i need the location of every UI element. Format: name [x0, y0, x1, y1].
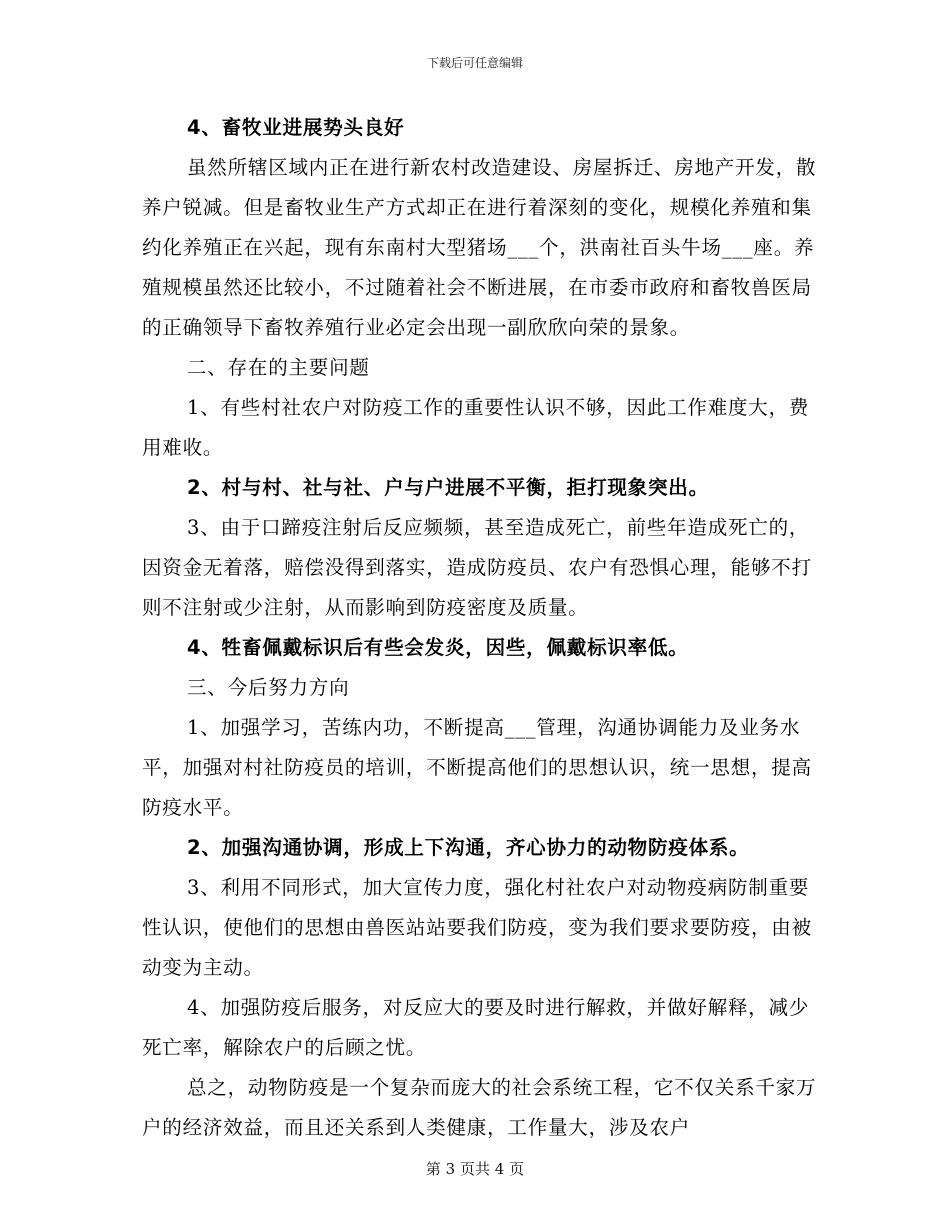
- paragraph-livestock-details: 虽然所辖区域内正在进行新农村改造建设、房屋拆迁、房地产开发，散养户锐减。但是畜牧业生产方式却正在进行着深刻的变化，规模化养殖和集约化养殖正在兴起，现有东南村大型猪场___个，洪南社百头牛场___座。养殖规模虽然还比较小，不过随着社会不断进展，在市委市政府和畜牧兽医局的正确领导下畜牧养殖行业必定会出现一副欣欣向荣的景象。: [142, 156, 817, 339]
- subheading-livestock-progress: 4、畜牧业进展势头良好: [187, 116, 405, 139]
- problem-item-3: 3、由于口蹄疫注射后反应频频，甚至造成死亡，前些年造成死亡的，因资金无着落，赔偿没得到落实，造成防疫员、农户有恐惧心理，能够不打则不注射或少注射，从而影响到防疫密度及质量。: [142, 516, 812, 619]
- section-heading-main-problems: 二、存在的主要问题: [187, 356, 370, 379]
- problem-item-2: 2、村与村、社与社、户与户进展不平衡，拒打现象突出。: [187, 476, 709, 499]
- problem-item-1: 1、有些村社农户对防疫工作的重要性认识不够，因此工作难度大，费用难收。: [142, 396, 810, 459]
- direction-item-3: 3、利用不同形式，加大宣传力度，强化村社农户对动物疫病防制重要性认识，使他们的思想由兽医站站要我们防疫，变为我们要求要防疫，由被动变为主动。: [142, 876, 812, 979]
- page-footer: 第 3 页共 4 页: [425, 1160, 525, 1178]
- section-heading-future-direction: 三、今后努力方向: [187, 676, 350, 699]
- direction-item-2: 2、加强沟通协调，形成上下沟通，齐心协力的动物防疫体系。: [187, 836, 750, 859]
- direction-item-1: 1、加强学习，苦练内功，不断提高___管理，沟通协调能力及业务水平，加强对村社防疫员的培训，不断提高他们的思想认识，统一思想，提高防疫水平。: [142, 716, 812, 819]
- direction-item-4: 4、加强防疫后服务，对反应大的要及时进行解救，并做好解释，减少死亡率，解除农户的后顾之忧。: [142, 996, 810, 1059]
- page-header: 下载后可任意编辑: [426, 56, 523, 70]
- document-body: [142, 108, 822, 1148]
- paragraph-conclusion: 总之，动物防疫是一个复杂而庞大的社会系统工程，它不仅关系千家万户的经济效益，而且还关系到人类健康，工作量大，涉及农户: [142, 1076, 817, 1139]
- problem-item-4: 4、牲畜佩戴标识后有些会发炎，因些，佩戴标识率低。: [187, 636, 689, 659]
